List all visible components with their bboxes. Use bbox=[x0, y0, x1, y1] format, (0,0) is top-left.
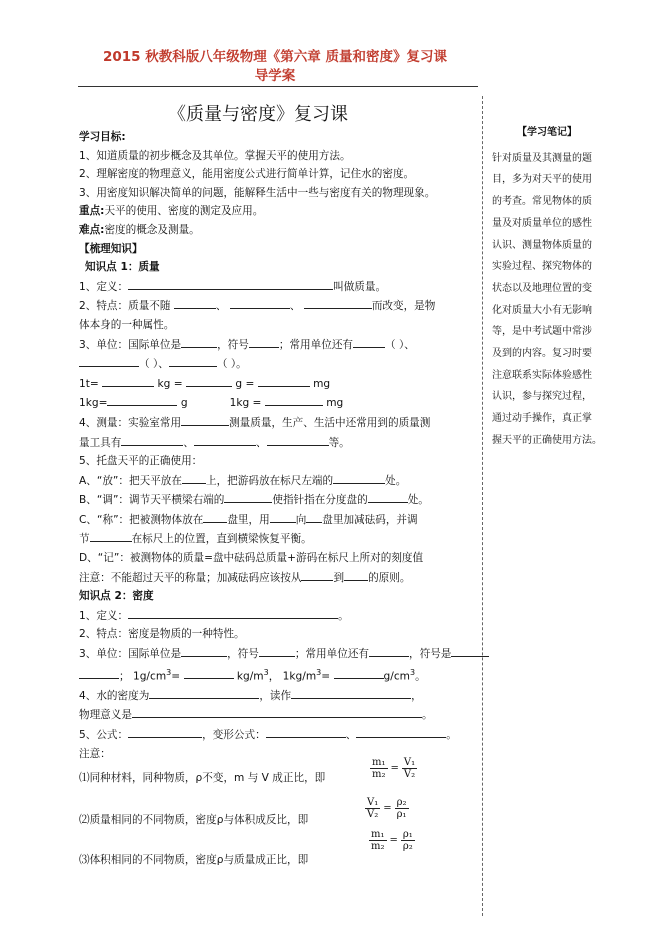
mass-measurement-cont: 量工具有 、 、 等。 bbox=[79, 433, 474, 453]
blank[interactable] bbox=[266, 725, 346, 738]
formula-same-mass: $\frac{\text{V₁}}{\text{V₂}}$ = $\frac{\text{ρ₂}}{\text{ρ₁}}$ bbox=[367, 797, 407, 820]
blank[interactable] bbox=[181, 335, 217, 348]
difficulty-label: 难点: bbox=[79, 223, 105, 236]
blank[interactable] bbox=[149, 686, 259, 699]
balance-note: 注意：不能超过天平的称量；加减砝码应该按从 到 的原则。 bbox=[79, 568, 474, 588]
k1-title: 知识点 1：质量 bbox=[85, 261, 160, 274]
note-line: 握天平的正确使用方法。 bbox=[492, 434, 602, 446]
blank[interactable] bbox=[259, 644, 295, 657]
density-feature: 2、特点：密度是物质的一种特性。 bbox=[79, 628, 245, 641]
blank[interactable] bbox=[249, 335, 279, 348]
mass-definition: 1、定义： 叫做质量。 bbox=[79, 277, 474, 297]
blank[interactable] bbox=[301, 568, 333, 581]
blank[interactable] bbox=[174, 296, 216, 309]
blank[interactable] bbox=[169, 354, 217, 367]
balance-usage-heading: 5、托盘天平的正确使用： bbox=[79, 455, 203, 468]
density-formula: 5、公式： ，变形公式： 、 。 bbox=[79, 725, 474, 745]
formula-same-material: $\frac{\text{m₁}}{\text{m₂}}$ = $\frac{\text{V₁}}{\text{V₂}}$ bbox=[372, 757, 416, 780]
blank[interactable] bbox=[79, 666, 119, 679]
blank[interactable] bbox=[270, 510, 296, 523]
notes-heading: 【学习笔记】 bbox=[517, 127, 577, 138]
unit-conversion: 1t= kg = g = mg bbox=[79, 374, 474, 394]
note-line: 针对质量及其测量的题 bbox=[492, 152, 592, 164]
key-text: 天平的使用、密度的测定及应用。 bbox=[104, 205, 264, 218]
blank[interactable] bbox=[186, 374, 232, 387]
blank[interactable] bbox=[182, 471, 206, 484]
blank[interactable] bbox=[181, 413, 229, 426]
blank[interactable] bbox=[451, 644, 489, 657]
note-line: 通过动手操作，真正掌 bbox=[492, 413, 592, 425]
density-unit: 3、单位：国际单位是 ，符号 ；常用单位还有 ，符号是 bbox=[79, 644, 474, 664]
goal-item: 1、知道质量的初步概念及其单位。掌握天平的使用方法。 bbox=[79, 149, 351, 162]
density-note: 注意： bbox=[79, 747, 111, 760]
balance-step-weigh-cont: 节 在标尺上的位置，直到横梁恢复平衡。 bbox=[79, 529, 474, 549]
note-line: 化对质量大小有无影响 bbox=[492, 304, 592, 316]
blank[interactable] bbox=[368, 490, 408, 503]
blank[interactable] bbox=[128, 277, 333, 290]
mass-unit-cont: （ ）、 （ ）。 bbox=[79, 354, 474, 374]
note-line: 注意联系实际体验感性 bbox=[492, 369, 592, 381]
unit-conversion: 1kg= g 1kg = mg bbox=[79, 393, 474, 413]
blank[interactable] bbox=[203, 510, 227, 523]
blank[interactable] bbox=[79, 354, 139, 367]
difficulty-text: 密度的概念及测量。 bbox=[104, 223, 200, 236]
note-line: 实验过程、探究物体的 bbox=[492, 261, 592, 273]
title-rule bbox=[78, 86, 478, 87]
k2-title: 知识点 2：密度 bbox=[79, 590, 154, 603]
blank[interactable] bbox=[184, 666, 234, 679]
blank[interactable] bbox=[132, 705, 422, 718]
blank[interactable] bbox=[356, 725, 446, 738]
title-line-2: 导学案 bbox=[254, 68, 296, 84]
blank[interactable] bbox=[265, 393, 323, 406]
blank[interactable] bbox=[107, 393, 177, 406]
blank[interactable] bbox=[194, 433, 256, 446]
blank[interactable] bbox=[344, 568, 368, 581]
study-notes bbox=[492, 122, 602, 452]
note-line: 等，是中考试题中常涉 bbox=[492, 326, 592, 338]
mass-feature: 2、特点：质量不随 、 、 而改变，是物 bbox=[79, 296, 474, 316]
density-definition: 1、定义： 。 bbox=[79, 606, 474, 626]
blank[interactable] bbox=[128, 606, 338, 619]
column-divider bbox=[482, 96, 483, 916]
rule-same-material: ⑴同种材料，同种物质，ρ不变，m 与 V 成正比，即 bbox=[79, 772, 326, 785]
water-density: 4、水的密度为 ，读作 ， bbox=[79, 686, 474, 706]
blank[interactable] bbox=[258, 374, 310, 387]
blank[interactable] bbox=[333, 471, 385, 484]
document-title bbox=[70, 48, 480, 86]
mass-feature-cont: 体本身的一种属性。 bbox=[79, 318, 175, 331]
blank[interactable] bbox=[353, 335, 385, 348]
goal-item: 3、用密度知识解决简单的问题，能解释生活中一些与密度有关的物理现象。 bbox=[79, 186, 436, 199]
physical-meaning: 物理意义是 。 bbox=[79, 705, 474, 725]
formula-same-volume: $\frac{\text{m₁}}{\text{m₂}}$ = $\frac{\text{ρ₁}}{\text{ρ₂}}$ bbox=[371, 829, 413, 852]
note-line: 状态以及地理位置的变 bbox=[492, 282, 592, 294]
blank[interactable] bbox=[369, 644, 409, 657]
lesson-subtitle: 《质量与密度》复习课 bbox=[168, 104, 348, 125]
blank[interactable] bbox=[128, 725, 202, 738]
balance-step-weigh: C、“称”：把被测物体放在 盘里，用 向 盘里加减砝码，并调 bbox=[79, 510, 474, 530]
density-conversion: ； $1g/cm^3= kg/m^3$， $1kg/m^3= g/cm^3$。 bbox=[79, 664, 474, 686]
blank[interactable] bbox=[291, 686, 411, 699]
balance-step-place: A、“放”：把天平放在 上，把游码放在标尺左端的 处。 bbox=[79, 471, 474, 491]
mass-unit: 3、单位：国际单位是 ，符号 ；常用单位还有 （ ）、 bbox=[79, 335, 474, 355]
blank[interactable] bbox=[181, 644, 227, 657]
note-line: 认识、测量物体质量的 bbox=[492, 239, 592, 251]
blank[interactable] bbox=[121, 433, 183, 446]
blank[interactable] bbox=[230, 296, 290, 309]
difficult-points bbox=[79, 221, 474, 240]
section-heading: 【梳理知识】 bbox=[79, 242, 143, 255]
note-line: 认识，参与探究过程， bbox=[492, 391, 592, 403]
blank[interactable] bbox=[102, 374, 154, 387]
balance-step-adjust: B、“调”：调节天平横梁右端的 使指针指在分度盘的 处。 bbox=[79, 490, 474, 510]
blank[interactable] bbox=[304, 296, 372, 309]
blank[interactable] bbox=[334, 666, 384, 679]
goals-heading: 学习目标: bbox=[79, 131, 126, 143]
balance-step-record: D、“记”：被测物体的质量=盘中砝码总质量+游码在标尺上所对的刻度值 bbox=[79, 552, 424, 565]
note-line: 的考查。常见物体的质 bbox=[492, 196, 592, 208]
blank[interactable] bbox=[224, 490, 272, 503]
key-label: 重点: bbox=[79, 205, 105, 218]
title-line-1: 2015 秋教科版八年级物理《第六章 质量和密度》复习课 bbox=[103, 49, 447, 65]
rule-same-volume: ⑶体积相同的不同物质，密度ρ与质量成正比，即 bbox=[79, 854, 309, 867]
note-line: 目，多为对天平的使用 bbox=[492, 174, 592, 186]
blank[interactable] bbox=[90, 529, 132, 542]
blank[interactable] bbox=[306, 510, 322, 523]
blank[interactable] bbox=[267, 433, 329, 446]
mass-measurement: 4、测量：实验室常用 测量质量，生产、生活中还常用到的质量测 bbox=[79, 413, 474, 433]
rule-same-mass: ⑵质量相同的不同物质，密度ρ与体积成反比，即 bbox=[79, 813, 309, 826]
goal-item: 2、理解密度的物理意义，能用密度公式进行简单计算，记住水的密度。 bbox=[79, 168, 415, 181]
note-line: 量及对质量单位的感性 bbox=[492, 217, 592, 229]
key-points bbox=[79, 202, 474, 221]
note-line: 及到的内容。复习时要 bbox=[492, 348, 592, 360]
